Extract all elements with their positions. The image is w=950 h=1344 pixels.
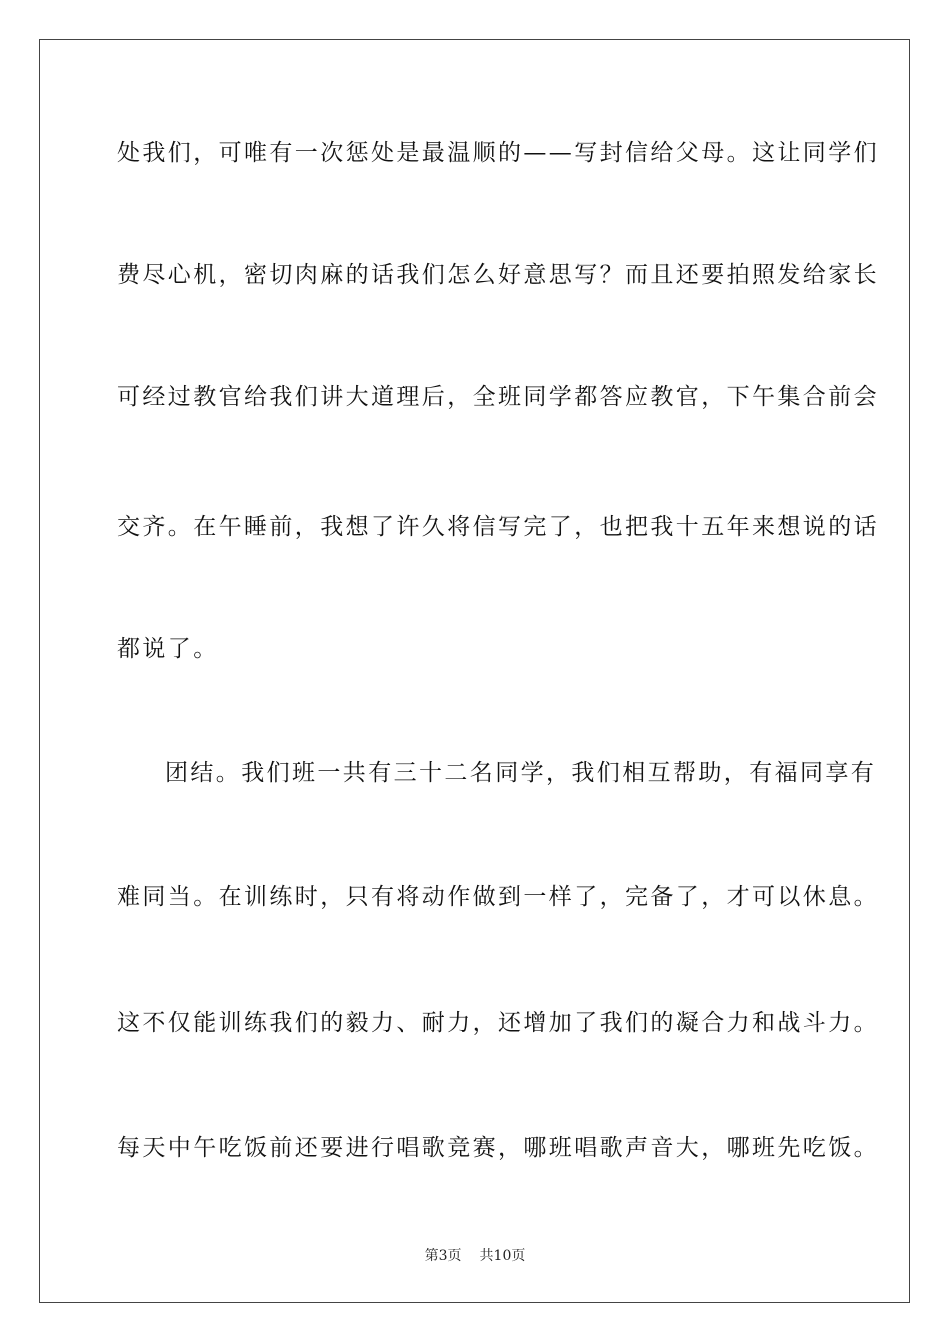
body-text-line: 每天中午吃饭前还要进行唱歌竞赛，哪班唱歌声音大，哪班先吃饭。 — [117, 1135, 879, 1161]
body-text-line: 可经过教官给我们讲大道理后，全班同学都答应教官，下午集合前会 — [117, 384, 879, 410]
body-text-line: 处我们，可唯有一次惩处是最温顺的——写封信给父母。这让同学们 — [117, 140, 879, 166]
paragraph-start-line: 团结。我们班一共有三十二名同学，我们相互帮助，有福同享有 — [165, 760, 877, 786]
body-text-line: 交齐。在午睡前，我想了许久将信写完了，也把我十五年来想说的话 — [117, 514, 879, 540]
body-text-line: 都说了。 — [117, 636, 219, 662]
body-text-line: 费尽心机，密切肉麻的话我们怎么好意思写？而且还要拍照发给家长 — [117, 262, 879, 288]
body-text-line: 这不仅能训练我们的毅力、耐力，还增加了我们的凝合力和战斗力。 — [117, 1010, 879, 1036]
page-frame — [39, 39, 910, 1303]
page-number: 第3页 — [424, 1248, 462, 1264]
body-text-line: 难同当。在训练时，只有将动作做到一样了，完备了，才可以休息。 — [117, 884, 879, 910]
page-footer — [0, 1247, 950, 1265]
page-total: 共10页 — [479, 1248, 526, 1264]
